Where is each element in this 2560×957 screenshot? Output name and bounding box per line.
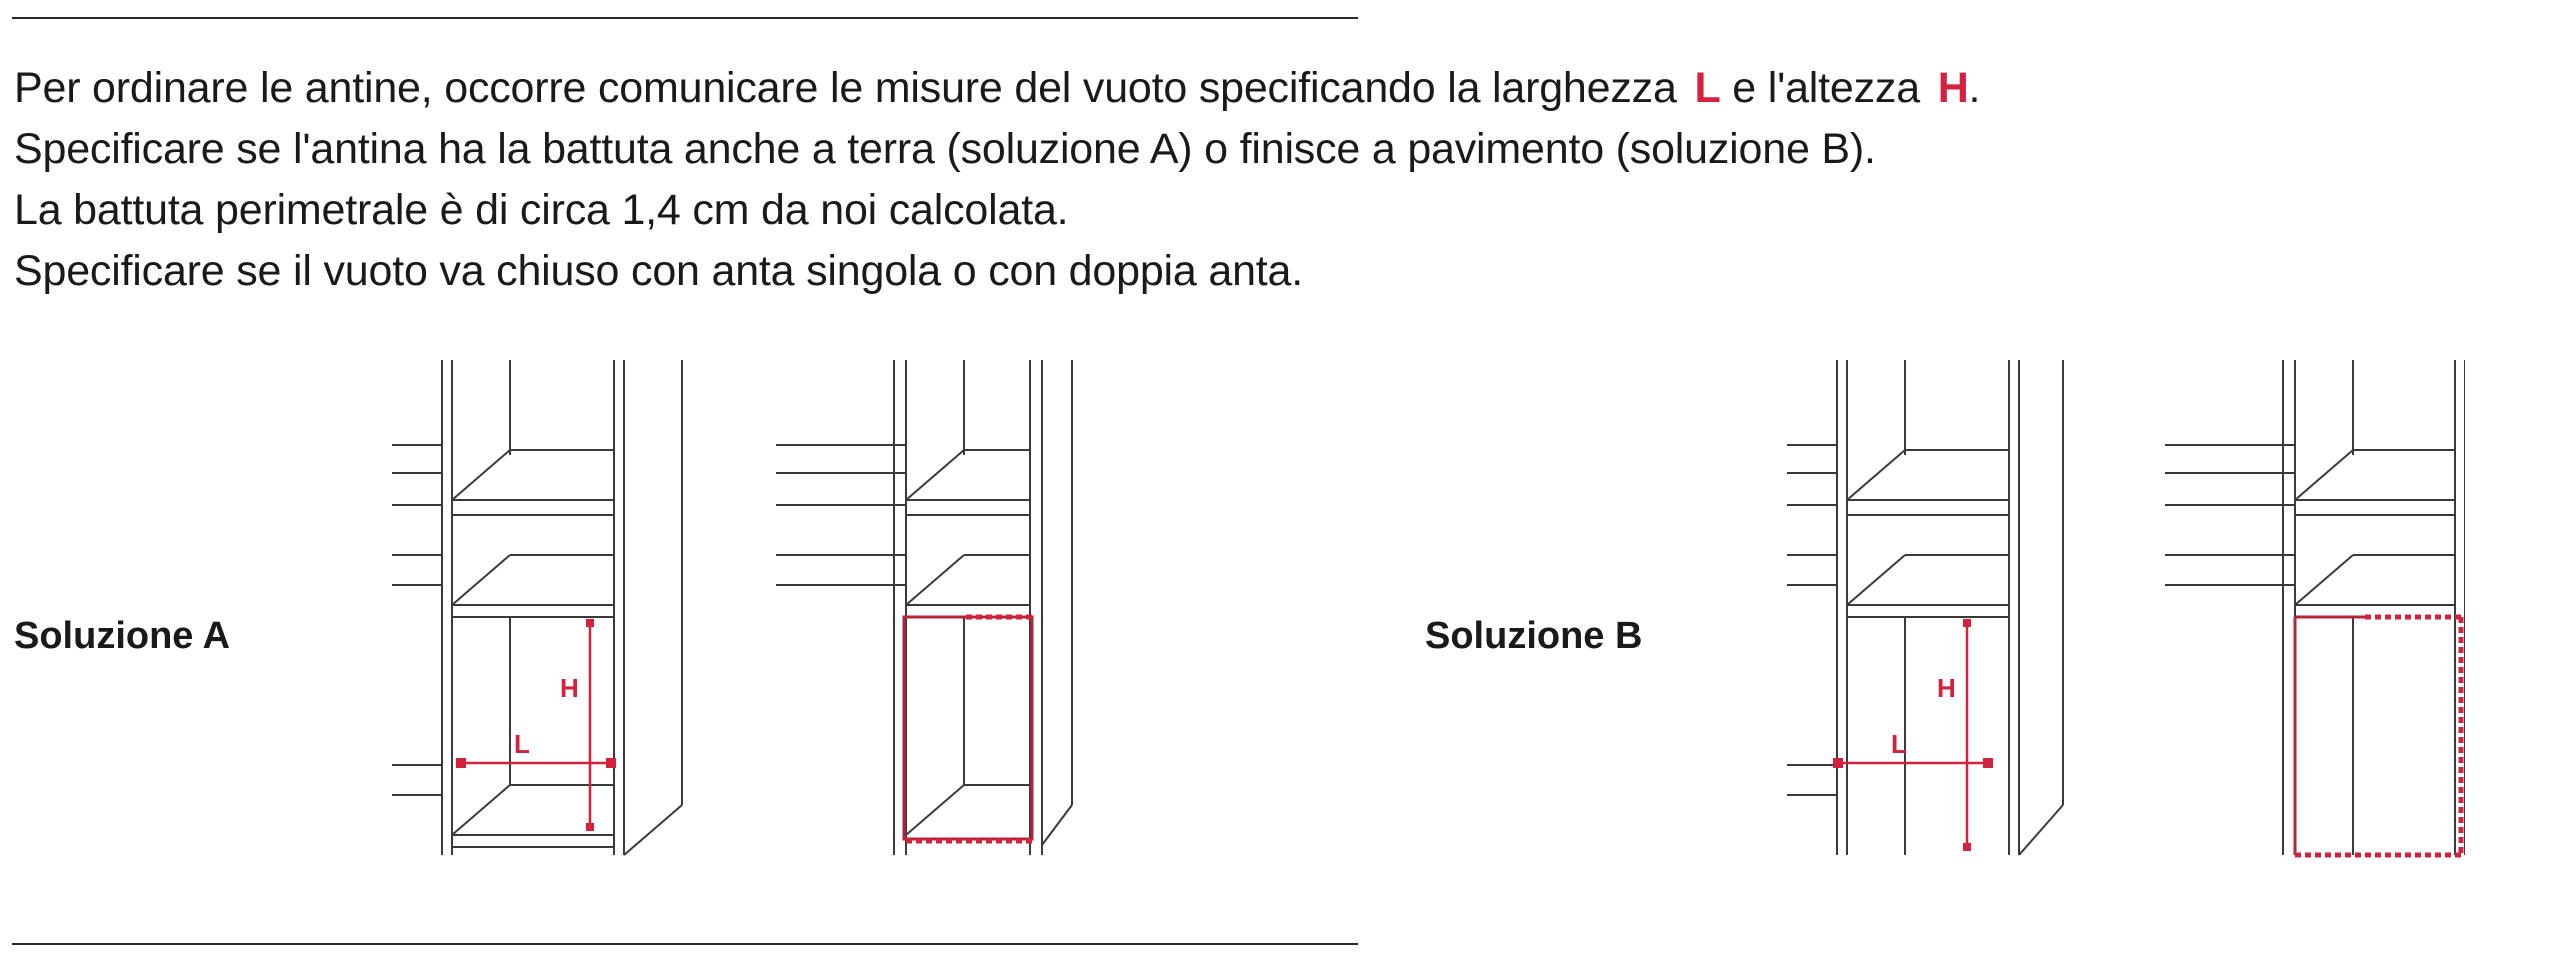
dim-height-letter: H bbox=[560, 673, 579, 703]
dim-height-letter: H bbox=[1937, 673, 1956, 703]
bottom-divider bbox=[12, 943, 1358, 945]
solution-a-measure-diagram bbox=[392, 355, 692, 860]
solution-b-measure-diagram bbox=[1787, 355, 2087, 860]
top-divider bbox=[12, 17, 1358, 19]
instruction-line-1: Per ordinare le antine, occorre comunicare le misure del vuoto specificando la larghezza L e l'altezza H. bbox=[14, 64, 1981, 112]
dim-width-letter: L bbox=[514, 729, 530, 759]
height-letter: H bbox=[1937, 64, 1969, 112]
ordering-instructions bbox=[14, 58, 2214, 302]
solution-b-label: Soluzione B bbox=[1425, 615, 1643, 657]
width-letter: L bbox=[1694, 64, 1721, 112]
solution-a-door-diagram bbox=[776, 355, 1076, 860]
dim-width-letter: L bbox=[1891, 729, 1907, 759]
instruction-line-2: Specificare se l'antina ha la battuta anche a terra (soluzione A) o finisce a pavimento (soluzione B). bbox=[14, 125, 1876, 173]
solution-a-label: Soluzione A bbox=[14, 615, 231, 657]
instruction-line-4: Specificare se il vuoto va chiuso con anta singola o con doppia anta. bbox=[14, 247, 1303, 295]
instruction-line-3: La battuta perimetrale è di circa 1,4 cm da noi calcolata. bbox=[14, 186, 1069, 234]
solution-b-door-diagram bbox=[2165, 355, 2465, 860]
